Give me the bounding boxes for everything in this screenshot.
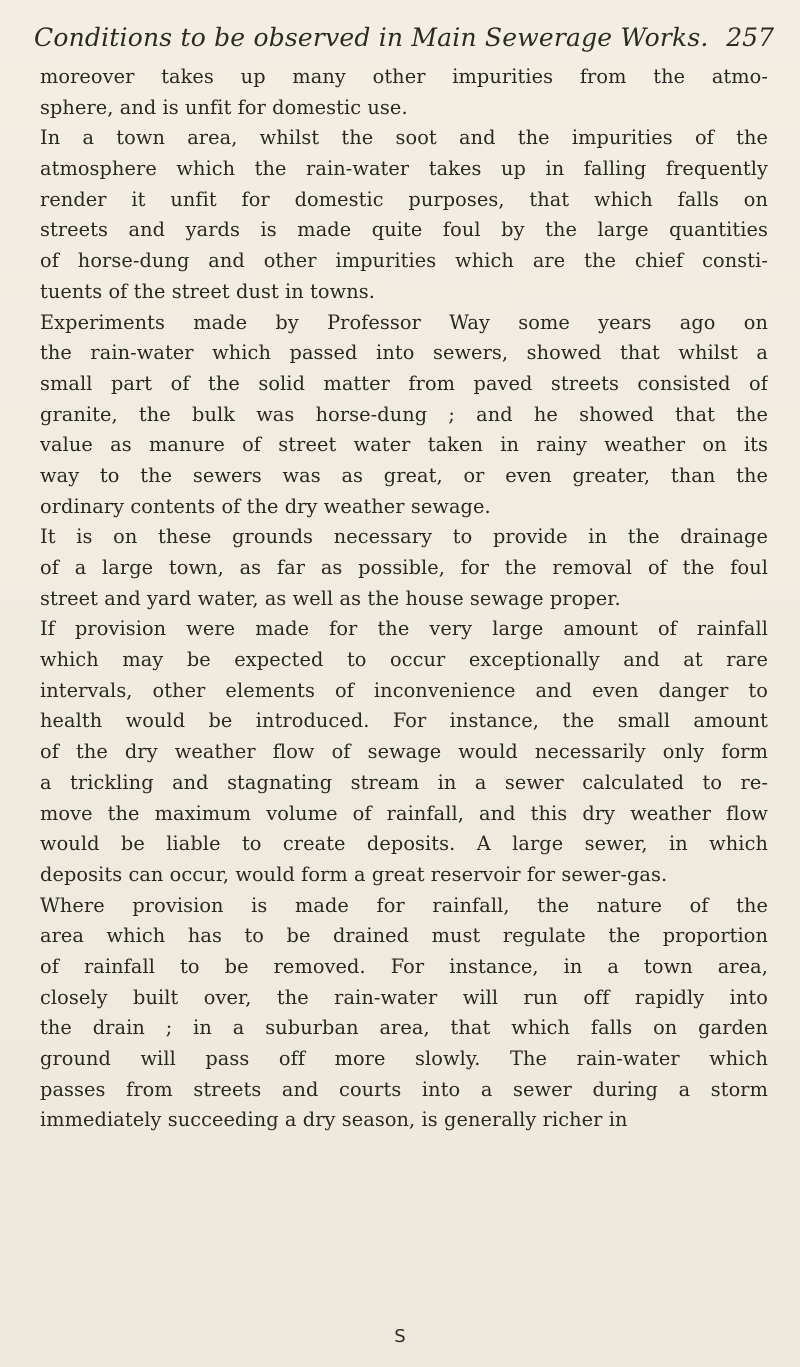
text-line: deposits can occur, would form a great reservoir for sewer-gas. [40, 862, 668, 886]
running-header [34, 20, 774, 56]
text-line: sphere, and is unfit for domestic use. [40, 95, 408, 119]
text-line: passes from streets and courts into a sewer during a storm [40, 1077, 768, 1101]
text-line: ground will pass off more slowly. The rain-water which [40, 1047, 768, 1070]
text-line: granite, the bulk was horse-dung ; and he showed that the [40, 402, 768, 426]
text-line: the rain-water which passed into sewers, showed that whilst a [40, 341, 768, 365]
text-line: Experiments made by Professor Way some years ago on [40, 310, 768, 334]
text-line: closely built over, the rain-water will run off rapidly into [40, 985, 768, 1009]
signature-mark: S [394, 1326, 406, 1347]
text-line: render it unfit for domestic purposes, that which falls on [40, 187, 768, 211]
text-line: atmosphere which the rain-water takes up in falling frequently [40, 157, 768, 181]
text-line: ordinary contents of the dry weather sewage. [40, 494, 491, 518]
text-line: If provision were made for the very large amount of rainfall [40, 617, 768, 641]
text-line: value as manure of street water taken in rainy weather on its [40, 433, 768, 457]
paragraph [40, 522, 768, 614]
text-line: small part of the solid matter from paved streets consisted of [40, 371, 768, 395]
text-line: moreover takes up many other impurities from the atmo- [40, 65, 768, 88]
text-line: of rainfall to be removed. For instance, in a town area, [40, 954, 768, 978]
paragraph [40, 891, 768, 1137]
paragraph [40, 123, 768, 307]
text-line: Where provision is made for rainfall, the nature of the [40, 893, 768, 917]
text-line: It is on these grounds necessary to provide in the drainage [40, 525, 768, 549]
text-line: streets and yards is made quite foul by the large quantities [40, 218, 768, 242]
text-line: of horse-dung and other impurities which are the chief consti- [40, 249, 768, 273]
text-line: street and yard water, as well as the house sewage proper. [40, 586, 621, 610]
text-line: intervals, other elements of inconvenience and even danger to [40, 678, 768, 702]
text-line: tuents of the street dust in towns. [40, 279, 375, 303]
text-line: the drain ; in a suburban area, that which falls on garden [40, 1016, 768, 1040]
text-line: area which has to be drained must regulate the proportion [40, 924, 768, 948]
text-line: In a town area, whilst the soot and the impurities of the [40, 126, 768, 150]
text-line: would be liable to create deposits. A large sewer, in which [40, 832, 768, 856]
page-number: 257 [726, 23, 774, 52]
body-text [40, 62, 768, 1136]
text-line: of the dry weather flow of sewage would necessarily only form [40, 740, 768, 764]
text-line: health would be introduced. For instance, the small amount [40, 709, 768, 733]
running-title: Conditions to be observed in Main Sewerage Works. [34, 23, 709, 52]
text-line: immediately succeeding a dry season, is generally richer in [40, 1108, 628, 1132]
text-line: move the maximum volume of rainfall, and this dry weather flow [40, 801, 768, 825]
paragraph [40, 308, 768, 523]
text-line: of a large town, as far as possible, for the removal of the foul [40, 556, 768, 579]
text-line: a trickling and stagnating stream in a sewer calculated to re- [40, 770, 768, 794]
text-line: which may be expected to occur exceptionally and at rare [40, 648, 768, 672]
paragraph [40, 614, 768, 890]
paragraph [40, 62, 768, 123]
text-line: way to the sewers was as great, or even greater, than the [40, 463, 768, 487]
